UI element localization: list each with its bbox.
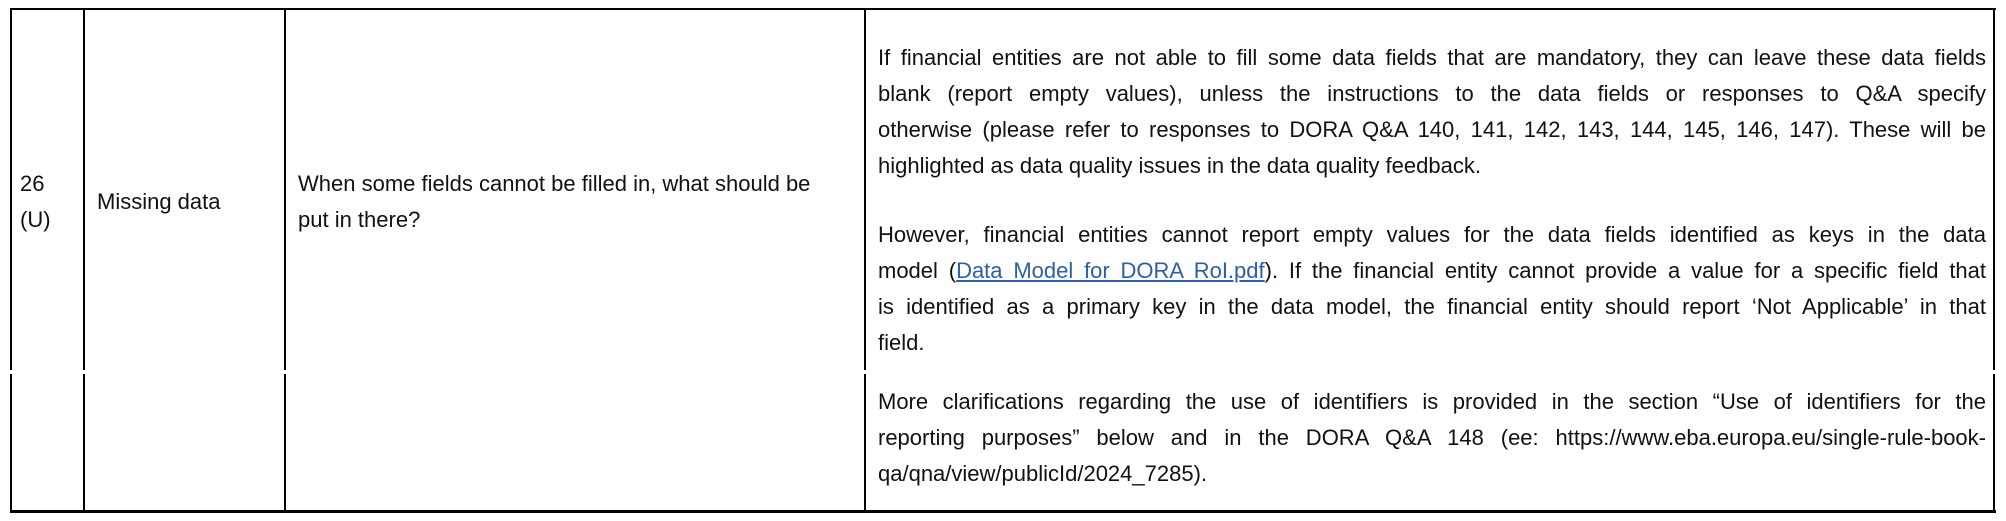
answer-paragraph-3 xyxy=(878,384,1986,492)
table-column-divider xyxy=(83,8,85,370)
table-column-divider xyxy=(10,374,12,513)
table-column-divider xyxy=(864,374,866,513)
question-line: put in there? xyxy=(298,207,421,232)
table-bottom-border xyxy=(10,510,1996,513)
question-number-cell xyxy=(20,166,80,238)
answer-line: field. xyxy=(878,330,925,355)
answer-line: More clarifications regarding the use of identifiers is provided in the section “Use of identifiers for the xyxy=(878,389,1986,414)
answer-line: qa/qna/view/publicId/2024_7285). xyxy=(878,461,1208,486)
answer-text: model ( xyxy=(878,258,957,283)
table-column-divider xyxy=(10,8,12,370)
answer-line: reporting purposes” below and in the DORA Q&A 148 (ee: https://www.eba.europa.eu/single-rule-book- xyxy=(878,425,1986,450)
topic-cell: Missing data xyxy=(97,189,221,214)
answer-text: ). If the financial entity cannot provide a value for a specific field that xyxy=(1264,258,1987,283)
answer-line: highlighted as data quality issues in the data quality feedback. xyxy=(878,153,1481,178)
table-top-border xyxy=(10,8,1996,10)
question-status: (U) xyxy=(20,207,51,232)
data-model-link[interactable]: Data Model for DORA RoI.pdf xyxy=(956,258,1265,283)
answer-line: is identified as a primary key in the data model, the financial entity should report ‘Not Applicable’ in that xyxy=(878,294,1986,319)
table-column-divider xyxy=(284,374,286,513)
question-line: When some fields cannot be filled in, what should be xyxy=(298,171,811,196)
answer-line: If financial entities are not able to fill some data fields that are mandatory, they can leave these data fields xyxy=(878,45,1986,70)
table-column-divider xyxy=(1993,8,1995,370)
table-column-divider xyxy=(864,8,866,370)
answer-paragraph-2 xyxy=(878,217,1986,361)
answer-line-with-link xyxy=(878,253,1986,289)
answer-line: However, financial entities cannot report empty values for the data fields identified as keys in the data xyxy=(878,222,1986,247)
question-cell xyxy=(298,166,858,238)
answer-line: otherwise (please refer to responses to DORA Q&A 140, 141, 142, 143, 144, 145, 146, 147). These will be xyxy=(878,117,1986,142)
table-column-divider xyxy=(1993,374,1995,513)
answer-paragraph-1 xyxy=(878,40,1986,184)
table-column-divider xyxy=(83,374,85,513)
question-number: 26 xyxy=(20,171,45,196)
table-column-divider xyxy=(284,8,286,370)
answer-line: blank (report empty values), unless the instructions to the data fields or responses to Q&A specify xyxy=(878,81,1986,106)
